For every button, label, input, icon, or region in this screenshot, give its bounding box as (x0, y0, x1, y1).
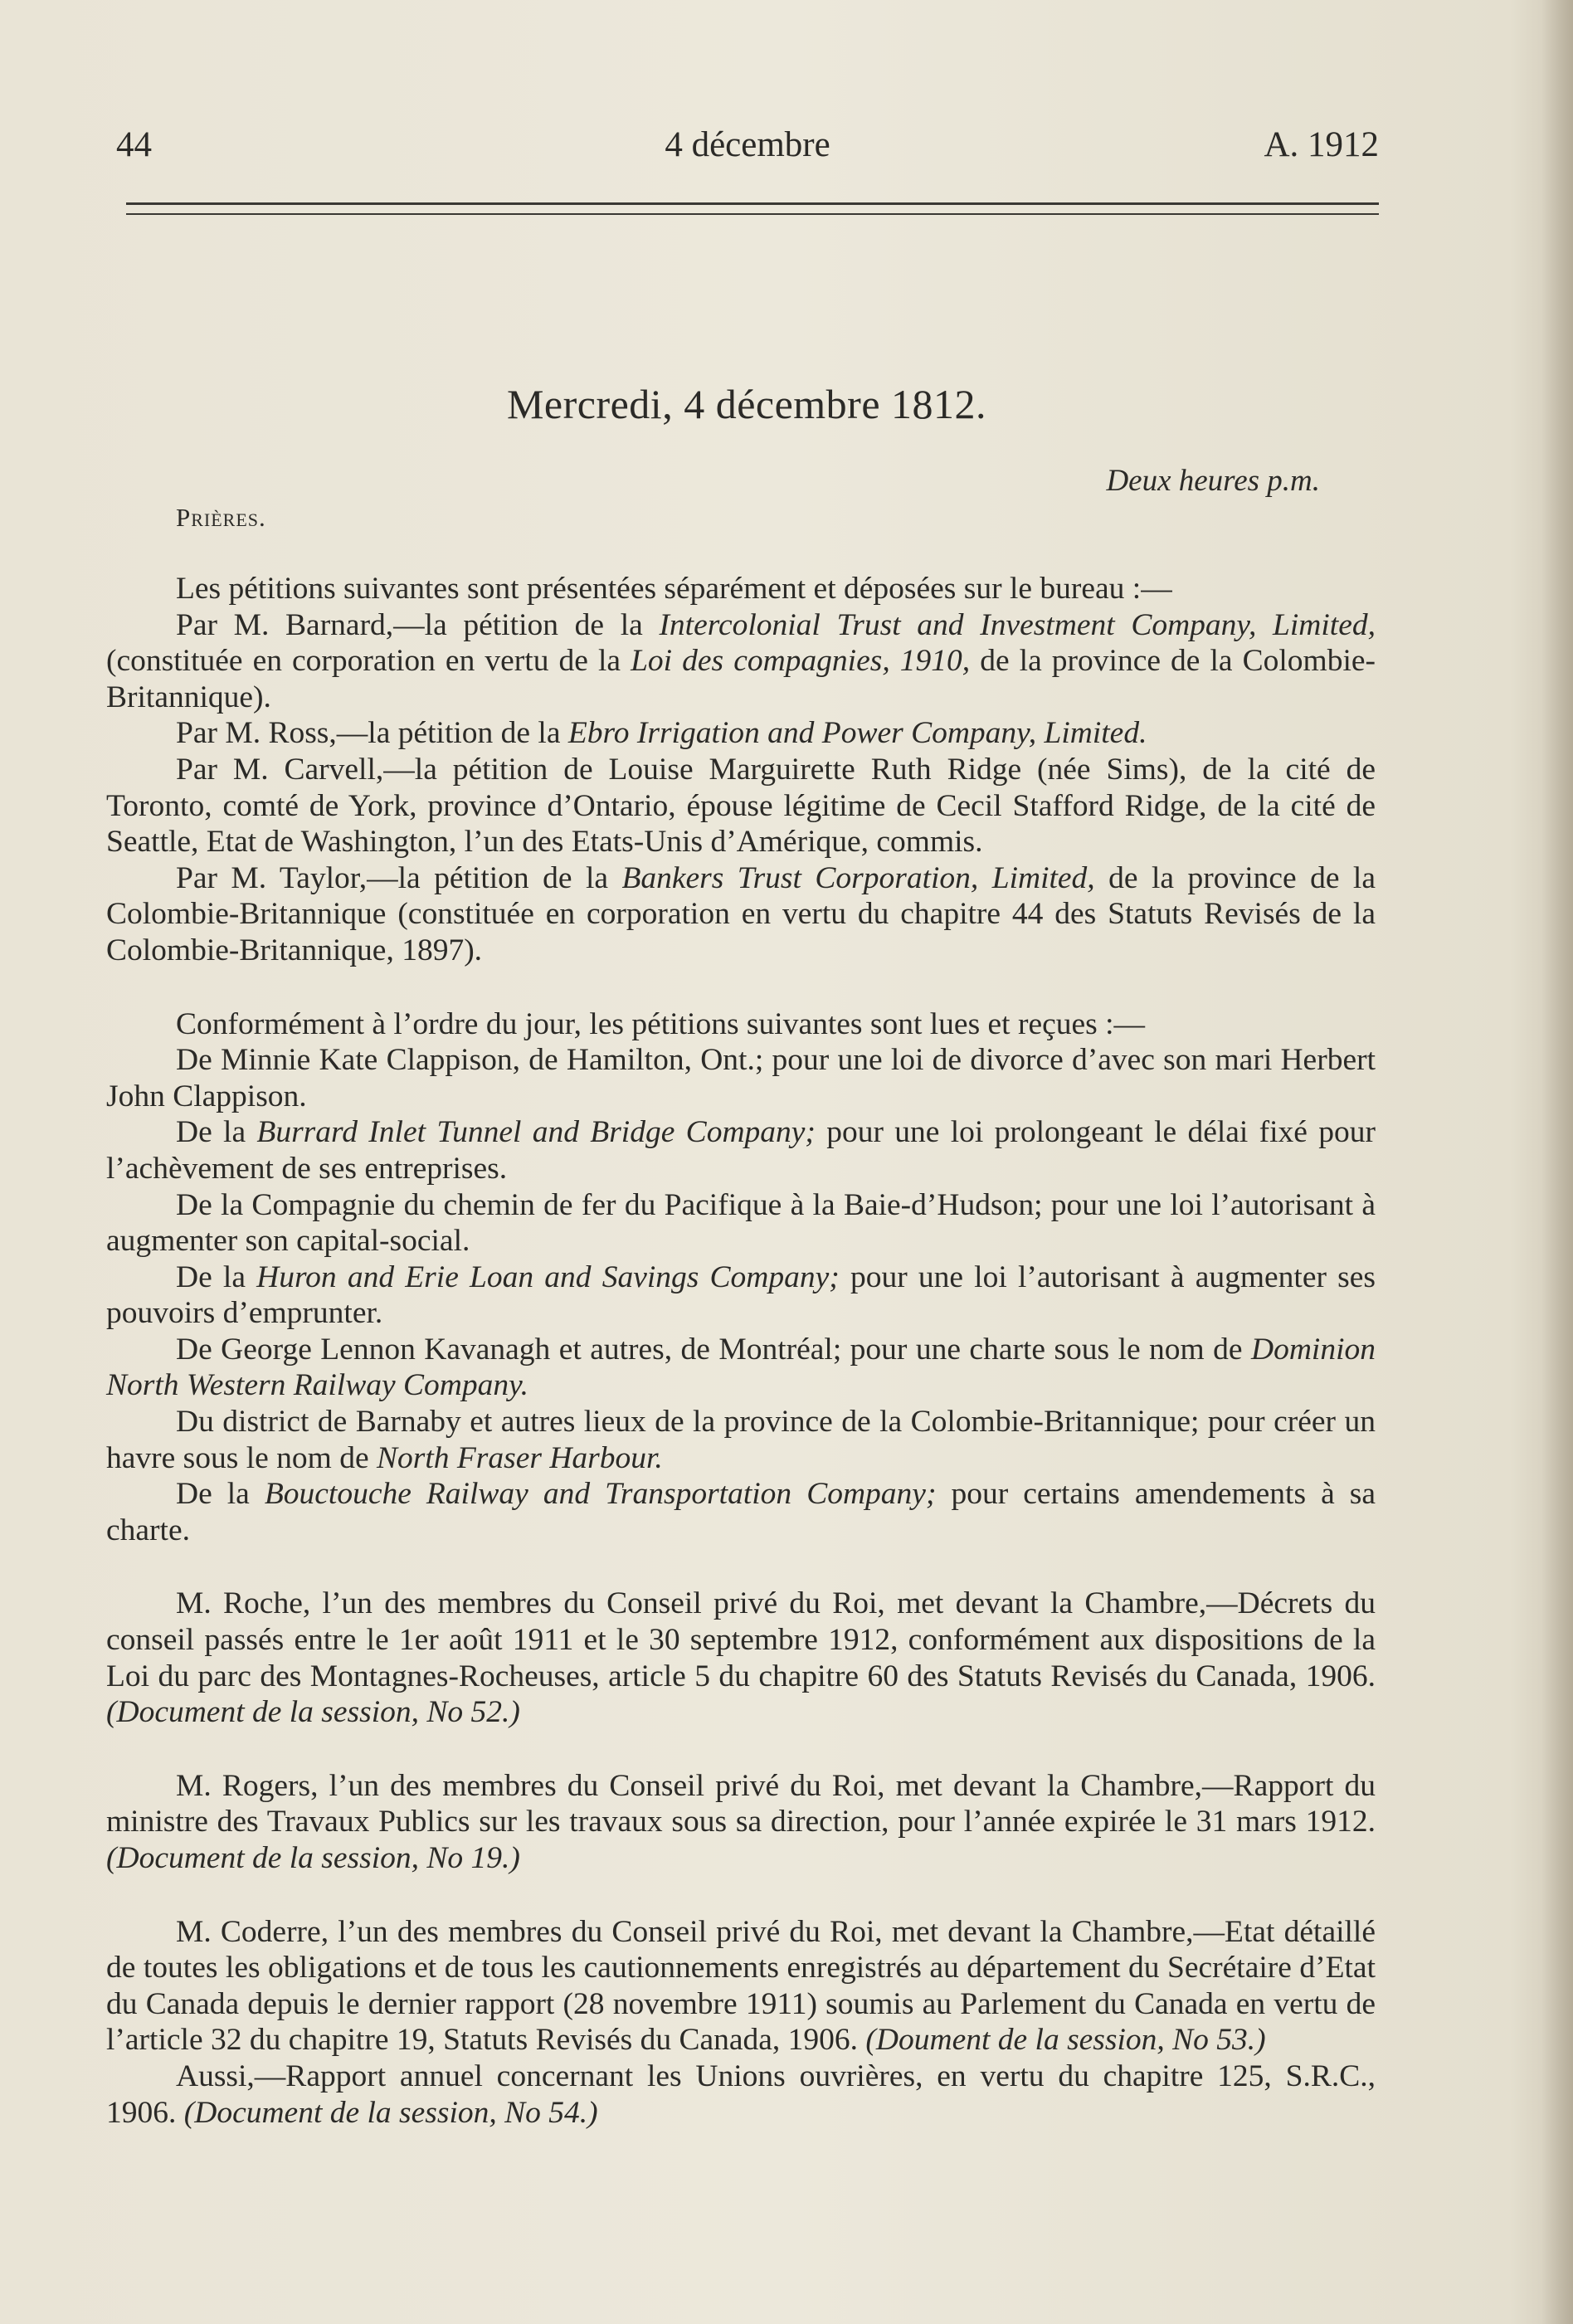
italic-segment: Bankers Trust Corporation, Limited, (621, 860, 1095, 895)
italic-segment: Burrard Inlet Tunnel and Bridge Company; (256, 1115, 816, 1150)
paragraph (106, 1768, 1376, 1877)
text-segment: Par M. Ross,—la pétition de la (176, 716, 568, 751)
text-segment: Par M. Barnard,—la pétition de la (176, 607, 660, 642)
italic-segment: Intercolonial Trust and Investment Company, Limited, (659, 607, 1376, 642)
paragraph (106, 1042, 1376, 1114)
italic-segment: Loi des compagnies, 1910, (631, 644, 971, 679)
paragraph (106, 1114, 1376, 1186)
paragraph (106, 1914, 1376, 2058)
text-segment: De la (176, 1115, 257, 1150)
text-segment: M. Coderre, l’un des membres du Conseil privé du Roi, met devant la Chambre,—Etat détaillé de toutes les obligations et de tous les cautionnements enregistrés au département du Secrétaire d’Etat du Canada depuis le dernier rapport (28 novembre 1911) soumis au Parlement du Canada en vertu de l’article 32 du chapitre 19, Statuts Revisés du Canada, 1906. (106, 1914, 1376, 2058)
italic-segment: (Document de la session, No 52.) (106, 1695, 520, 1730)
italic-segment: Ebro Irrigation and Power Company, Limited. (567, 716, 1147, 751)
italic-segment: (Document de la session, No 19.) (106, 1841, 520, 1875)
text-segment: M. Rogers, l’un des membres du Conseil privé du Roi, met devant la Chambre,—Rapport du ministre des Travaux Publics sur les travaux sous sa direction, pour l’année expirée le 31 mars 1912. (106, 1768, 1376, 1839)
page-number: 44 (116, 125, 152, 164)
paragraph (106, 1404, 1376, 1476)
text-segment: De George Lennon Kavanagh et autres, de Montréal; pour une charte sous le nom de (176, 1332, 1251, 1367)
paragraph (106, 715, 1376, 752)
text-segment: Par M. Taylor,—la pétition de la (176, 860, 622, 895)
text-segment: M. Roche, l’un des membres du Conseil privé du Roi, met devant la Chambre,—Décrets du conseil passés entre le 1er août 1911 et le 30 septembre 1912, conformément aux dispositions de la Loi du parc des Montagnes-Rocheuses, article 5 du chapitre 60 des Statuts Revisés du Canada, 1906. (106, 1586, 1376, 1693)
paragraph (106, 752, 1376, 860)
text-segment: Aussi,—Rapport annuel concernant les Unions ouvrières, en vertu du chapitre 125, S.R.C., 1906. (106, 2058, 1376, 2130)
running-header (116, 124, 1379, 174)
header-date: 4 décembre (665, 125, 830, 164)
text-segment: Les pétitions suivantes sont présentées séparément et déposées sur le bureau :— (176, 572, 1172, 606)
text-segment: De Minnie Kate Clappison, de Hamilton, Ont.; pour une loi de divorce d’avec son mari Herbert John Clappison. (106, 1043, 1376, 1113)
italic-segment: Dominion North Western Railway Company. (106, 1332, 1376, 1403)
italic-segment: Huron and Erie Loan and Savings Company; (256, 1259, 840, 1294)
text-segment: De la Compagnie du chemin de fer du Pacifique à la Baie-d’Hudson; pour une loi l’autorisant à augmenter son capital-social. (106, 1187, 1376, 1259)
paragraph (106, 1586, 1376, 1730)
text-segment: de la province de la Colombie-Britannique). (106, 644, 1376, 714)
text-segment: Par M. Carvell,—la pétition de Louise Marguirette Ruth Ridge (née Sims), de la cité de Toronto, comté de York, province d’Ontario, épouse légitime de Cecil Stafford Ridge, de la cité de Seattle, Etat de Washington, l’un des Etats-Unis d’Amérique, commis. (106, 752, 1376, 860)
paragraph (106, 571, 1376, 607)
text-segment: pour certains amendements à sa charte. (106, 1477, 1376, 1547)
paragraph (106, 1476, 1376, 1548)
paragraph (106, 1006, 1376, 1043)
text-segment: De la (176, 1259, 257, 1294)
header-year: A. 1912 (1264, 125, 1379, 164)
paragraph (106, 1259, 1376, 1332)
paragraph (106, 607, 1376, 716)
text-segment: pour une loi prolongeant le délai fixé pour l’achèvement de ses entreprises. (106, 1115, 1376, 1186)
session-time: Deux heures p.m. (1106, 464, 1320, 498)
header-rule-bottom (126, 213, 1379, 215)
paragraph (106, 2058, 1376, 2131)
text-segment: (constituée en corporation en vertu de la (106, 644, 631, 679)
header-rule-top (126, 202, 1379, 205)
text-segment: de la province de la Colombie-Britannique (constituée en corporation en vertu du chapitre 44 des Statuts Revisés de la Colombie-Britannique, 1897). (106, 860, 1376, 967)
italic-segment: (Doument de la session, No 53.) (865, 2023, 1266, 2058)
text-segment: Du district de Barnaby et autres lieux de la province de la Colombie-Britannique; pour créer un havre sous le nom de (106, 1405, 1376, 1475)
paragraph (106, 1187, 1376, 1259)
paragraph (106, 860, 1376, 969)
paragraph (106, 1332, 1376, 1404)
italic-segment: North Fraser Harbour. (376, 1440, 663, 1475)
prayers-heading: Prières. (176, 503, 266, 532)
session-title: Mercredi, 4 décembre 1812. (506, 381, 987, 427)
text-segment: pour une loi l’autorisant à augmenter ses pouvoirs d’emprunter. (106, 1259, 1376, 1331)
document-body (106, 571, 1376, 2131)
text-segment: De la (176, 1477, 265, 1512)
page-edge-shadow (1541, 0, 1573, 2324)
italic-segment: Bouctouche Railway and Transportation Company; (264, 1477, 937, 1512)
text-segment: Conformément à l’ordre du jour, les pétitions suivantes sont lues et reçues :— (176, 1006, 1146, 1041)
italic-segment: (Document de la session, No 54.) (183, 2095, 598, 2130)
